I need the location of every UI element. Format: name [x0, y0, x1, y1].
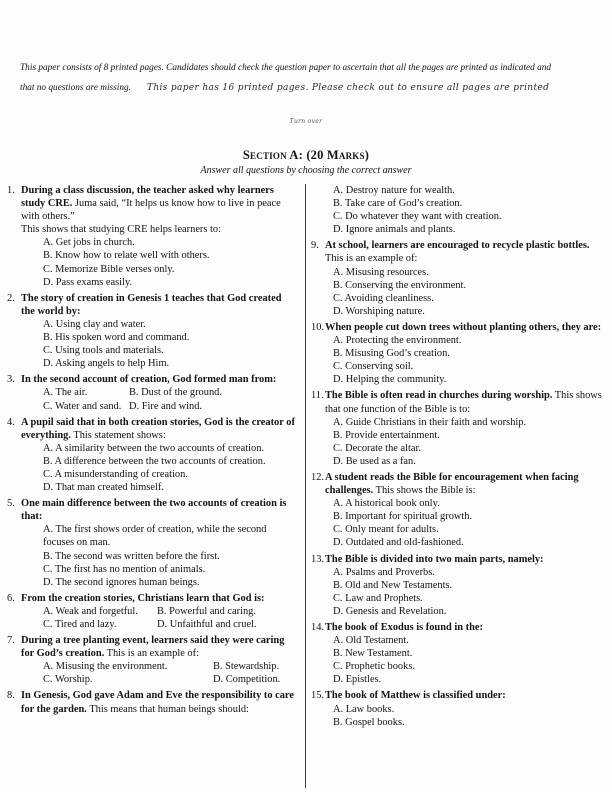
option-row	[43, 468, 295, 481]
question	[7, 592, 295, 631]
option: B. Gospel books.	[333, 716, 405, 728]
section-header	[0, 148, 612, 176]
option: B. Powerful and caring.	[157, 605, 256, 617]
option-row	[333, 373, 608, 386]
option-row	[333, 647, 608, 660]
option: C. Prophetic books.	[333, 661, 415, 673]
option: A. The air.	[43, 387, 88, 399]
question-lead	[21, 592, 295, 605]
question-lead	[325, 389, 608, 415]
option-row	[333, 347, 608, 360]
question-lead	[21, 689, 295, 715]
question	[311, 239, 608, 318]
option-list	[325, 184, 608, 236]
option: A. Using clay and water.	[43, 318, 146, 330]
option-row	[43, 481, 295, 494]
option: D. Ignore animals and plants.	[333, 224, 456, 236]
option: C. The first has no mention of animals.	[43, 563, 206, 575]
question-lead-normal: This is an example of:	[104, 648, 199, 660]
question-lead-bold: The book of Matthew is classified under:	[325, 690, 506, 702]
option: C. Avoiding cleanliness.	[333, 292, 434, 304]
option: A. Misusing the environment.	[43, 661, 168, 673]
question-lead	[21, 292, 295, 318]
question	[311, 471, 608, 550]
question-lead	[325, 553, 608, 566]
option-row	[43, 605, 295, 618]
question-number: 4.	[7, 416, 15, 428]
question	[311, 321, 608, 386]
question-lead	[21, 373, 295, 386]
notice-line-2: that no questions are missing.	[20, 83, 131, 93]
option-row	[43, 344, 295, 357]
option: B. New Testament.	[333, 648, 413, 660]
option-row	[333, 579, 608, 592]
question-number: 3.	[7, 374, 15, 386]
option-row	[333, 605, 608, 618]
option: D. Fire and wind.	[129, 400, 203, 412]
option-row	[333, 305, 608, 318]
option: B. The second was written before the first.	[43, 550, 220, 562]
question-lead-normal: This is an example of:	[325, 253, 418, 265]
question	[7, 634, 295, 686]
option-row	[333, 510, 608, 523]
question-number: 8.	[7, 690, 15, 702]
question-lead-bold: The story of creation in Genesis 1 teaches that God created the world by:	[21, 292, 282, 317]
option-list	[325, 703, 608, 729]
question-lead	[325, 689, 608, 702]
notice-line-1: This paper consists of 8 printed pages. Candidates should check the question paper to ascertain that all the pages are printed as indicated and	[20, 63, 552, 73]
question-lead	[325, 471, 608, 497]
option: A. A historical book only.	[333, 498, 440, 510]
option: C. Worship.	[43, 674, 93, 686]
question-number: 5.	[7, 498, 15, 510]
question	[311, 621, 608, 686]
question-lead-bold: In the second account of creation, God formed man from:	[21, 374, 277, 386]
option: B. Stewardship.	[213, 661, 280, 673]
option-row	[333, 703, 608, 716]
option-row	[333, 536, 608, 549]
question-lead-bold: One main difference between the two accounts of creation is that:	[21, 498, 287, 523]
question-number: 10.	[311, 321, 324, 333]
option-list	[21, 605, 295, 631]
option-row	[43, 523, 295, 549]
question-number: 14.	[311, 622, 324, 633]
option-row	[333, 634, 608, 647]
question	[7, 373, 295, 412]
question-lead-normal: This shows that one function of the Bible is to:	[325, 390, 602, 415]
option: B. Provide entertainment.	[333, 429, 440, 441]
option: B. Dust of the ground.	[129, 387, 222, 399]
printing-notice	[20, 58, 606, 98]
option: A. Misusing resources.	[333, 266, 429, 278]
question-number: 13.	[311, 553, 324, 565]
question	[311, 553, 608, 618]
option-row	[333, 416, 608, 429]
option: A. Psalms and Proverbs.	[333, 566, 435, 578]
option-row	[43, 236, 295, 249]
option-row	[333, 660, 608, 673]
question	[7, 497, 295, 589]
option: D. Be used as a fan.	[333, 455, 416, 467]
option-row	[43, 660, 295, 673]
question-lead	[325, 239, 608, 265]
question-lead	[21, 497, 295, 523]
handwritten-note: This paper has 16 printed pages. Please check out to ensure all pages are printed	[146, 83, 550, 93]
question-number: 15.	[311, 690, 324, 702]
question	[311, 184, 608, 236]
option-list	[21, 236, 295, 288]
question-lead-bold: A student reads the Bible for encouragement when facing challenges.	[325, 471, 579, 497]
option: D. Pass exams easily.	[43, 276, 133, 288]
option: A. Guide Christians in their faith and worship.	[333, 416, 527, 428]
option-row	[333, 360, 608, 373]
option-row	[43, 357, 295, 370]
question	[7, 184, 295, 289]
option: A. The first shows order of creation, while the second focuses on man.	[43, 524, 267, 549]
option: D. The second ignores human beings.	[43, 576, 200, 588]
question-lead-bold: A pupil said that in both creation stories, God is the creator of everything.	[21, 416, 295, 441]
option: C. Only meant for adults.	[333, 524, 439, 536]
option-row	[333, 266, 608, 279]
option: C. Using tools and materials.	[43, 345, 164, 357]
option-list	[21, 318, 295, 370]
question	[311, 389, 608, 468]
question-lead-bold: The Bible is divided into two main parts, namely:	[325, 553, 544, 565]
option: A. Protecting the environment.	[333, 335, 462, 347]
option-row	[43, 400, 295, 413]
option-row	[43, 550, 295, 563]
option: C. Decorate the altar.	[333, 442, 421, 454]
option-row	[333, 279, 608, 292]
question-lead-bold: The book of Exodus is found in the:	[325, 622, 483, 633]
question-followup: This shows that studying CRE helps learners to:	[21, 224, 222, 236]
option: C. Conserving soil.	[333, 361, 414, 373]
option: A. Weak and forgetful.	[43, 605, 138, 617]
question-lead-bold: In Genesis, God gave Adam and Eve the responsibility to care for the garden.	[21, 690, 294, 715]
option-list	[21, 523, 295, 588]
option-row	[333, 673, 608, 686]
option-row	[333, 197, 608, 210]
option-row	[43, 276, 295, 289]
option-list	[21, 660, 295, 686]
option: C. Memorize Bible verses only.	[43, 263, 175, 275]
question-number: 12.	[311, 471, 324, 483]
question-columns	[7, 184, 608, 788]
option-row	[333, 716, 608, 729]
option: B. His spoken word and command.	[43, 332, 190, 344]
option: B. Old and New Testaments.	[333, 579, 453, 591]
option: A. Get jobs in church.	[43, 237, 135, 249]
option: A. Law books.	[333, 703, 395, 715]
question-number: 1.	[7, 185, 15, 196]
question-lead-bold: At school, learners are encouraged to recycle plastic bottles.	[325, 240, 590, 252]
option: B. A difference between the two accounts of creation.	[43, 455, 266, 467]
option-row	[333, 210, 608, 223]
option-row	[333, 442, 608, 455]
question-lead-bold: During a class discussion, the teacher asked why learners study CRE.	[21, 185, 274, 210]
question-lead-bold: The Bible is often read in churches during worship.	[325, 390, 553, 402]
option: B. Important for spiritual growth.	[333, 511, 473, 523]
option-row	[333, 292, 608, 305]
option-row	[43, 618, 295, 631]
option: A. Old Testament.	[333, 635, 409, 647]
option-list	[21, 442, 295, 494]
option: B. Know how to relate well with others.	[43, 250, 210, 262]
option-row	[333, 566, 608, 579]
option: D. Helping the community.	[333, 374, 447, 386]
option-row	[43, 442, 295, 455]
option-list	[21, 386, 295, 412]
option: D. Unfaithful and cruel.	[157, 619, 257, 630]
question-lead	[21, 634, 295, 660]
section-instruction: Answer all questions by choosing the correct answer	[200, 165, 412, 176]
option-list	[325, 266, 608, 318]
option-row	[43, 563, 295, 576]
option-row	[43, 386, 295, 399]
question	[7, 292, 295, 371]
option: A. A similarity between the two accounts of creation.	[43, 442, 265, 454]
question-lead-bold: When people cut down trees without planting others, they are:	[325, 321, 602, 333]
option-list	[325, 634, 608, 686]
option: D. Worshiping nature.	[333, 305, 425, 317]
question-number: 9.	[311, 240, 319, 252]
option: D. Asking angels to help Him.	[43, 358, 170, 370]
option: B. Misusing God’s creation.	[333, 348, 450, 360]
option-list	[325, 416, 608, 468]
option: B. Conserving the environment.	[333, 279, 467, 291]
option-row	[333, 429, 608, 442]
option: D. That man created himself.	[43, 482, 164, 494]
option-row	[333, 455, 608, 468]
option-row	[333, 523, 608, 536]
option-row	[333, 184, 608, 197]
option: A. Destroy nature for wealth.	[333, 185, 455, 196]
column-right	[305, 184, 608, 788]
question-lead	[21, 184, 295, 223]
question-lead-normal: Juma said, “It helps us know how to live in peace with others.”	[21, 198, 281, 223]
option-list	[325, 334, 608, 386]
question-lead-normal: This statement shows:	[70, 429, 166, 441]
option: C. A misunderstanding of creation.	[43, 468, 188, 480]
question-number: 11.	[311, 390, 324, 402]
question-number: 6.	[7, 592, 15, 604]
option: D. Competition.	[213, 674, 281, 686]
option-list	[325, 566, 608, 618]
question	[7, 689, 295, 715]
option: C. Water and sand.	[43, 400, 122, 412]
option: D. Genesis and Revelation.	[333, 605, 447, 617]
option-row	[43, 576, 295, 589]
option-row	[333, 592, 608, 605]
option-row	[43, 331, 295, 344]
option-list	[325, 497, 608, 549]
question-lead-normal: This shows the Bible is:	[373, 485, 476, 497]
option: C. Do whatever they want with creation.	[333, 211, 502, 223]
column-left	[7, 184, 305, 788]
turn-over-note: Turn over	[289, 118, 323, 125]
section-title: Section A: (20 Marks)	[242, 148, 370, 162]
option-row	[43, 263, 295, 276]
option-row	[43, 455, 295, 468]
question	[7, 416, 295, 495]
option-row	[43, 249, 295, 262]
question-lead	[325, 621, 608, 634]
option-row	[333, 334, 608, 347]
option-row	[333, 223, 608, 236]
question-lead	[325, 321, 608, 334]
option: C. Tired and lazy.	[43, 619, 117, 630]
question-lead-normal: This means that human beings should:	[86, 703, 249, 715]
option: D. Outdated and old-fashioned.	[333, 537, 464, 549]
option-row	[43, 673, 295, 686]
question-lead	[21, 416, 295, 442]
question-number: 7.	[7, 635, 15, 647]
option-row	[333, 497, 608, 510]
question-number: 2.	[7, 292, 15, 304]
option-row	[43, 318, 295, 331]
option: B. Take care of God’s creation.	[333, 198, 463, 210]
option: C. Law and Prophets.	[333, 592, 423, 604]
option: D. Epistles.	[333, 674, 382, 686]
question	[311, 689, 608, 728]
question-lead-bold: During a tree planting event, learners said they were caring for God’s creation.	[21, 635, 285, 660]
question-lead-bold: From the creation stories, Christians learn that God is:	[21, 592, 265, 604]
